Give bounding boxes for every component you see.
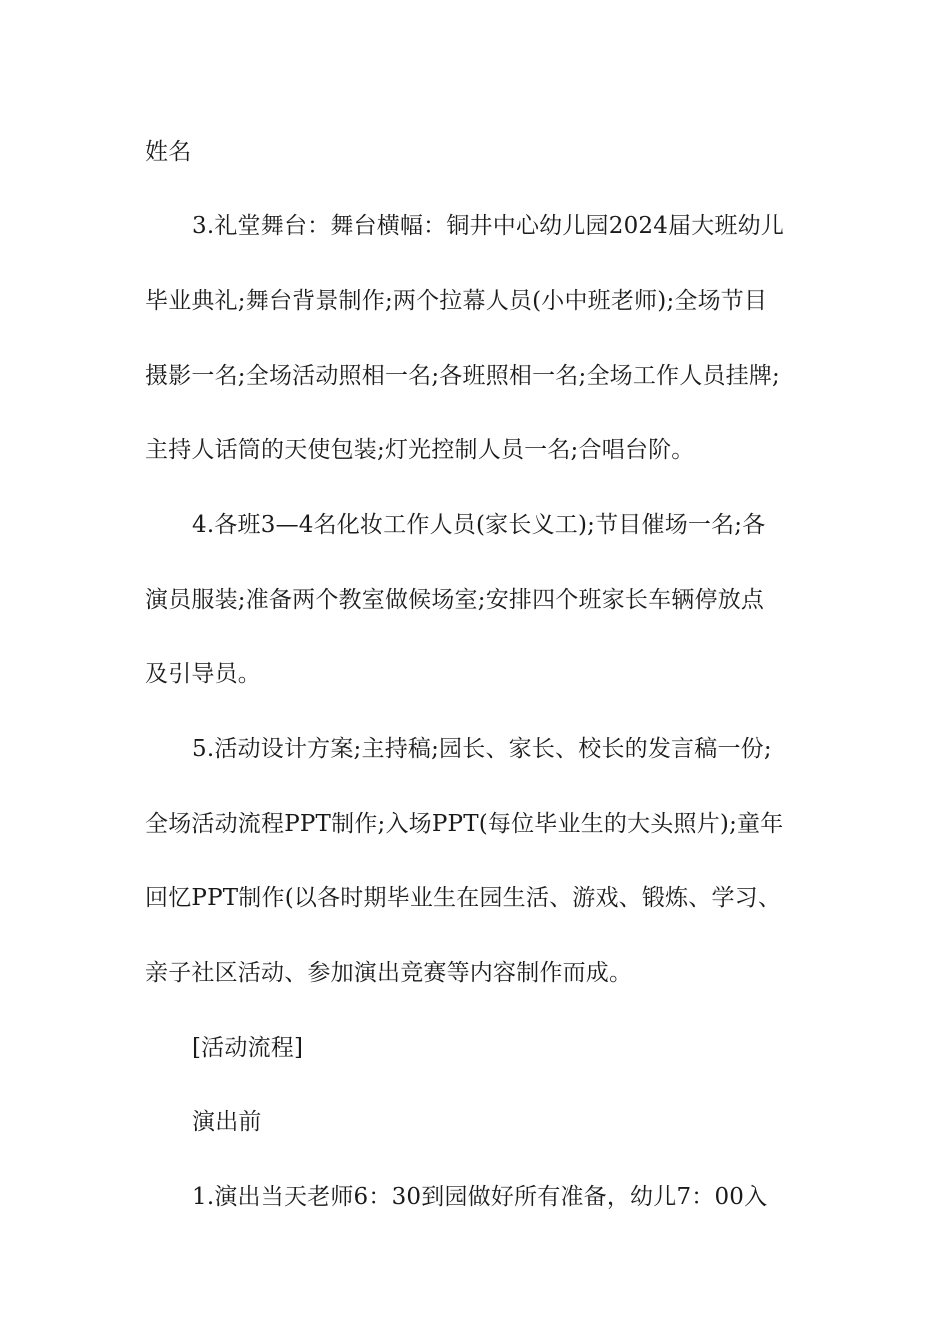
text-line-name: 姓名 bbox=[145, 139, 192, 165]
section-heading-activity-flow: [活动流程] bbox=[192, 1035, 304, 1061]
paragraph-3-line-1: 3.礼堂舞台：舞台横幅：铜井中心幼儿园2024届大班幼儿 bbox=[192, 213, 785, 239]
subheading-before-performance: 演出前 bbox=[192, 1109, 262, 1135]
paragraph-4-line-1: 4.各班3—4名化妆工作人员(家长义工);节目催场一名;各 bbox=[192, 512, 766, 538]
paragraph-3-line-3: 摄影一名;全场活动照相一名;各班照相一名;全场工作人员挂牌; bbox=[145, 363, 780, 389]
paragraph-3-line-2: 毕业典礼;舞台背景制作;两个拉幕人员(小中班老师);全场节目 bbox=[145, 288, 768, 314]
step-1-line-1: 1.演出当天老师6：30到园做好所有准备，幼儿7：00入 bbox=[192, 1184, 768, 1210]
paragraph-5-line-2: 全场活动流程PPT制作;入场PPT(每位毕业生的大头照片);童年 bbox=[145, 811, 784, 837]
paragraph-4-line-2: 演员服装;准备两个教室做候场室;安排四个班家长车辆停放点 bbox=[145, 587, 765, 613]
paragraph-5-line-4: 亲子社区活动、参加演出竞赛等内容制作而成。 bbox=[145, 960, 633, 986]
paragraph-4-line-3: 及引导员。 bbox=[145, 661, 261, 687]
paragraph-5-line-1: 5.活动设计方案;主持稿;园长、家长、校长的发言稿一份; bbox=[192, 736, 772, 762]
paragraph-3-line-4: 主持人话筒的天使包装;灯光控制人员一名;合唱台阶。 bbox=[145, 437, 695, 463]
paragraph-5-line-3: 回忆PPT制作(以各时期毕业生在园生活、游戏、锻炼、学习、 bbox=[145, 885, 782, 911]
